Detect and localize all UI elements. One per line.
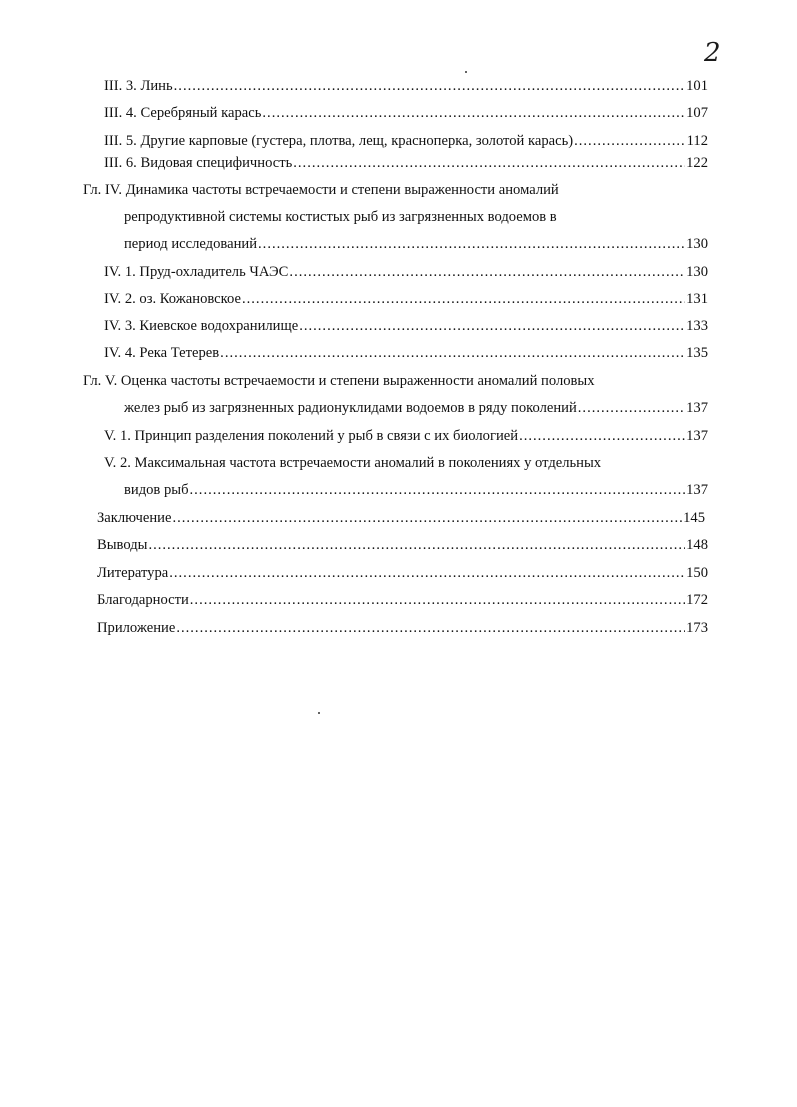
leader-dots — [574, 131, 686, 151]
leader-dots — [190, 590, 685, 610]
leader-dots — [299, 316, 685, 336]
toc-title: Заключение — [97, 510, 172, 526]
toc-entry-findings — [97, 535, 708, 555]
toc-entry-iii-3 — [104, 76, 708, 96]
leader-dots — [148, 535, 685, 555]
leader-dots — [293, 153, 685, 173]
leader-dots — [519, 426, 685, 446]
toc-page: 122 — [686, 155, 708, 171]
toc-entry-v-2-line-2 — [124, 480, 708, 500]
leader-dots — [174, 76, 685, 96]
leader-dots — [262, 103, 685, 123]
leader-dots — [578, 398, 685, 418]
toc-title: желез рыб из загрязненных радионуклидами водоемов в ряду поколений — [124, 400, 577, 416]
toc-entry-iv-2 — [104, 289, 708, 309]
toc-title: III. 3. Линь — [104, 78, 173, 94]
toc-entry-iii-6 — [104, 153, 708, 173]
toc-page: 173 — [686, 620, 708, 636]
leader-dots — [172, 508, 682, 528]
toc-entry-iv-3 — [104, 316, 708, 336]
leader-dots — [242, 289, 685, 309]
toc-entry-acknowledgements — [97, 590, 708, 610]
toc-entry-iv-1 — [104, 262, 708, 282]
toc-page: 133 — [686, 318, 708, 334]
toc-entry-conclusion — [97, 508, 705, 528]
toc-title: период исследований — [124, 236, 258, 252]
toc-title: III. 4. Серебряный карась — [104, 105, 262, 121]
scan-speck — [318, 712, 320, 714]
scan-speck — [465, 71, 467, 73]
toc-title: Приложение — [97, 620, 176, 636]
toc-entry-appendix — [97, 618, 708, 638]
leader-dots — [258, 234, 685, 254]
leader-dots — [176, 618, 685, 638]
toc-page: 145 — [683, 510, 705, 526]
toc-title: IV. 3. Киевское водохранилище — [104, 318, 299, 334]
toc-title: видов рыб — [124, 482, 189, 498]
toc-page: 131 — [686, 291, 708, 307]
leader-dots — [289, 262, 685, 282]
leader-dots — [220, 343, 685, 363]
toc-page: 130 — [686, 264, 708, 280]
toc-page: 137 — [686, 400, 708, 416]
toc-chapter-iv-line-2: репродуктивной системы костистых рыб из загрязненных водоемов в — [124, 209, 557, 225]
toc-title: III. 6. Видовая специфичность — [104, 155, 293, 171]
toc-page: 172 — [686, 592, 708, 608]
toc-entry-iii-4 — [104, 103, 708, 123]
toc-title: V. 1. Принцип разделения поколений у рыб в связи с их биологией — [104, 428, 519, 444]
leader-dots — [169, 563, 685, 583]
toc-title: IV. 2. оз. Кожановское — [104, 291, 241, 307]
toc-entry-literature — [97, 563, 708, 583]
toc-title: Благодарности — [97, 592, 189, 608]
leader-dots — [190, 480, 686, 500]
handwritten-page-number: 2 — [704, 38, 721, 68]
toc-entry-v-2-line-1: V. 2. Максимальная частота встречаемости аномалий в поколениях у отдельных — [104, 455, 602, 471]
toc-title: Выводы — [97, 537, 148, 553]
toc-chapter-iv-line-1: Гл. IV. Динамика частоты встречаемости и степени выраженности аномалий — [83, 182, 559, 198]
toc-page: 137 — [686, 428, 708, 444]
toc-page: 137 — [686, 482, 708, 498]
toc-page: 150 — [686, 565, 708, 581]
toc-chapter-v-line-1: Гл. V. Оценка частоты встречаемости и степени выраженности аномалий половых — [83, 373, 595, 389]
toc-chapter-iv-line-3 — [124, 234, 708, 254]
toc-entry-v-1 — [104, 426, 708, 446]
toc-chapter-v-line-2 — [124, 398, 708, 418]
toc-title: IV. 1. Пруд-охладитель ЧАЭС — [104, 264, 289, 280]
toc-page: 112 — [686, 133, 708, 149]
toc-title: III. 5. Другие карповые (густера, плотва, лещ, красноперка, золотой карась) — [104, 133, 574, 149]
toc-page: 101 — [686, 78, 708, 94]
toc-page: 135 — [686, 345, 708, 361]
toc-entry-iii-5 — [104, 131, 708, 151]
toc-entry-iv-4 — [104, 343, 708, 363]
toc-title: IV. 4. Река Тетерев — [104, 345, 220, 361]
toc-title: Литература — [97, 565, 169, 581]
toc-page: 148 — [686, 537, 708, 553]
toc-page: 107 — [686, 105, 708, 121]
toc-page: 130 — [686, 236, 708, 252]
